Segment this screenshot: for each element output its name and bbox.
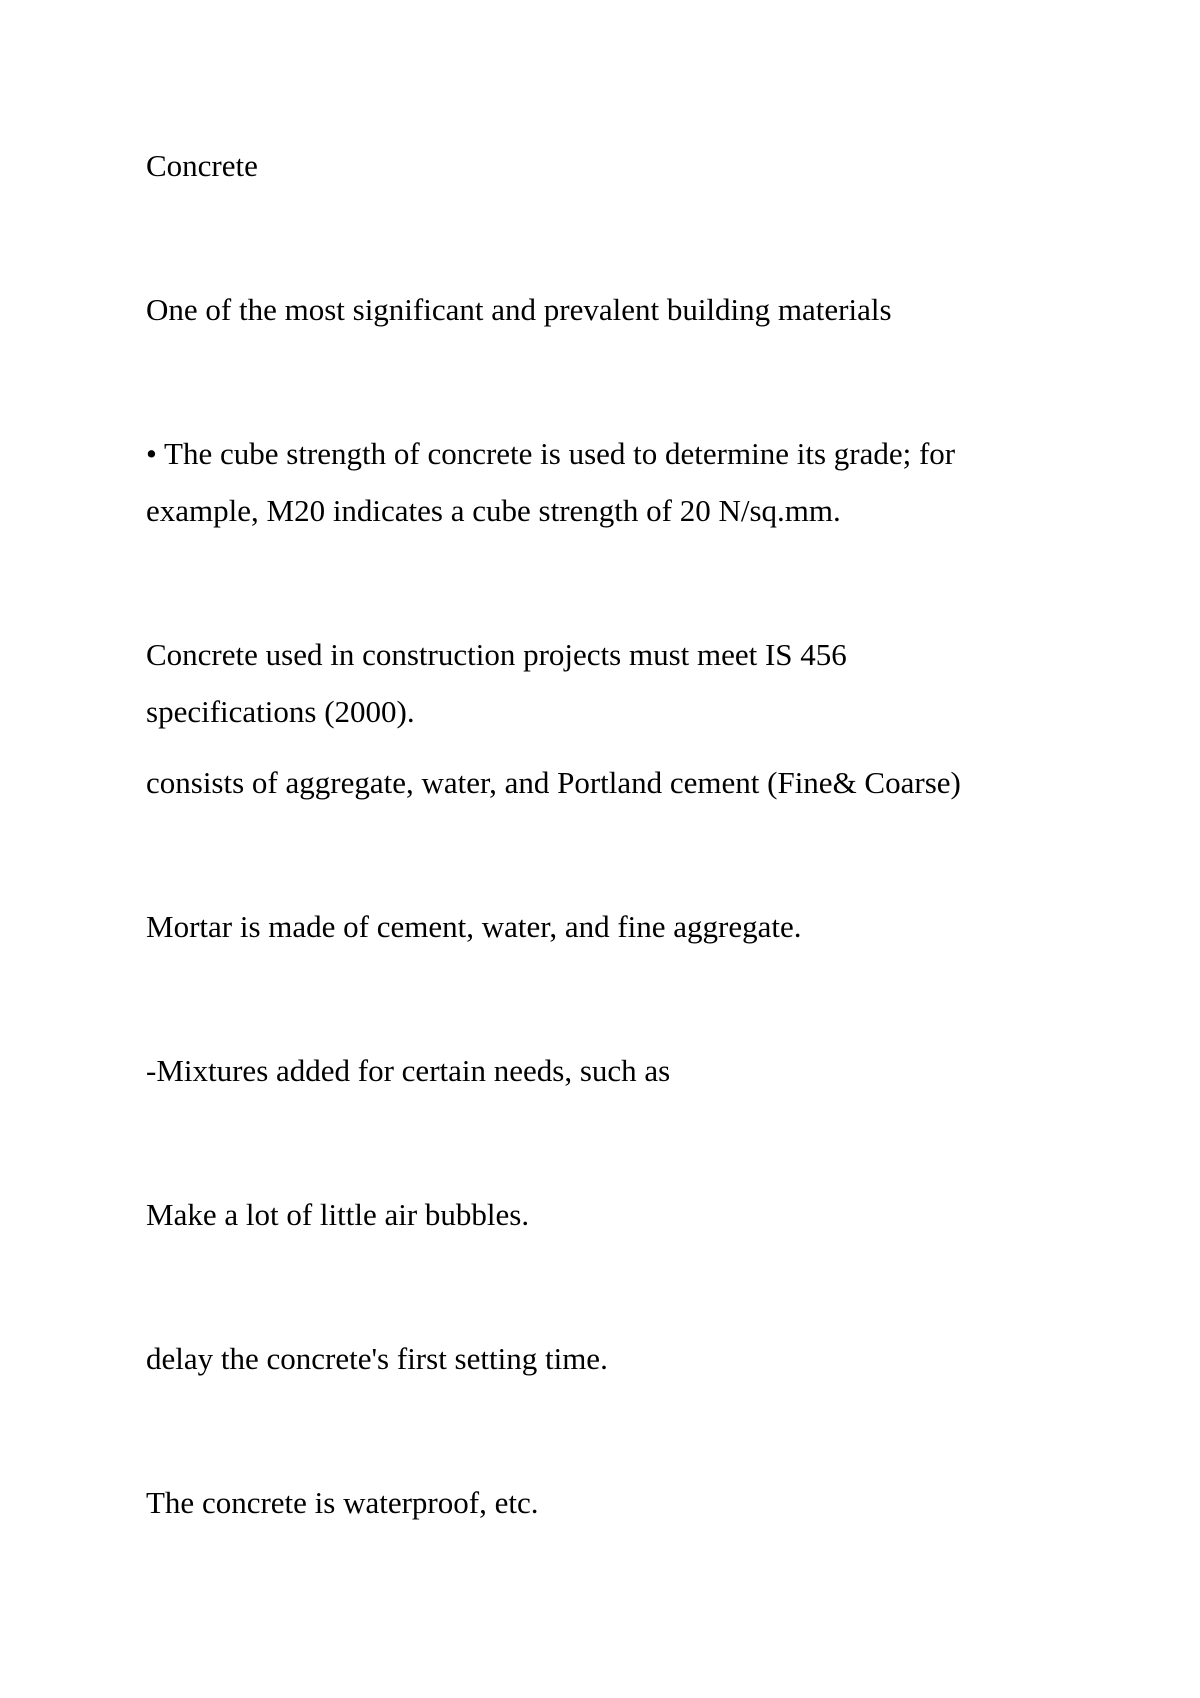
- paragraph-line: Make a lot of little air bubbles.: [146, 1197, 530, 1232]
- paragraph-line: -Mixtures added for certain needs, such as: [146, 1053, 671, 1088]
- document-title: Concrete: [146, 148, 258, 183]
- paragraph-line: example, M20 indicates a cube strength of 20 N/sq.mm.: [146, 493, 841, 528]
- paragraph-line: specifications (2000).: [146, 694, 415, 729]
- paragraph-line: One of the most significant and prevalent building materials: [146, 292, 892, 327]
- paragraph-line: Concrete used in construction projects must meet IS 456: [146, 637, 847, 672]
- bullet-line: • The cube strength of concrete is used to determine its grade; for: [146, 436, 956, 471]
- paragraph-line: consists of aggregate, water, and Portland cement (Fine& Coarse): [146, 765, 961, 800]
- paragraph-line: The concrete is waterproof, etc.: [146, 1485, 539, 1520]
- paragraph-line: delay the concrete's first setting time.: [146, 1341, 608, 1376]
- paragraph-line: Mortar is made of cement, water, and fine aggregate.: [146, 909, 802, 944]
